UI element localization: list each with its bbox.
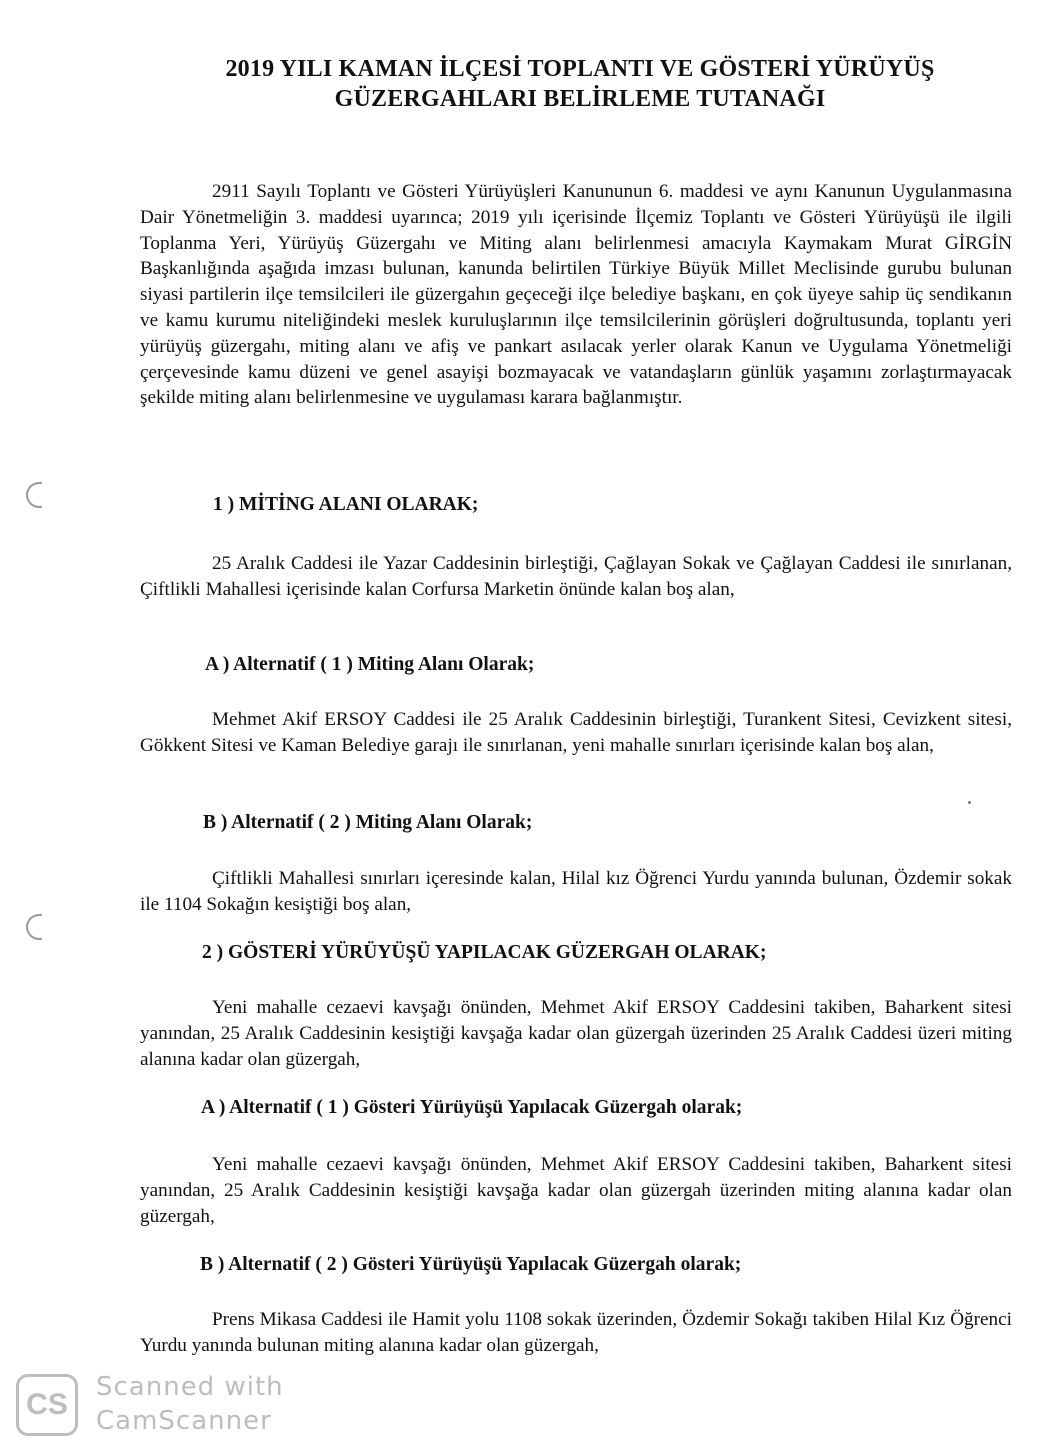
document-title — [150, 54, 1010, 114]
punch-hole-mark — [26, 914, 42, 940]
section-2b-text: Prens Mikasa Caddesi ile Hamit yolu 1108 sokak üzerinden, Özdemir Sokağı takiben Hilal Kız Öğrenci Yurdu yanında bulunan miting alanına kadar olan güzergah, — [140, 1309, 1012, 1356]
section-1-heading: 1 ) MİTİNG ALANI OLARAK; — [213, 494, 479, 515]
section-2-heading: 2 ) GÖSTERİ YÜRÜYÜŞÜ YAPILACAK GÜZERGAH OLARAK; — [202, 942, 767, 963]
section-1b-heading: B ) Alternatif ( 2 ) Miting Alanı Olarak; — [203, 812, 533, 833]
section-2a-heading: A ) Alternatif ( 1 ) Gösteri Yürüyüşü Yapılacak Güzergah olarak; — [201, 1097, 743, 1118]
watermark-text — [96, 1370, 284, 1438]
watermark-line-2: CamScanner — [96, 1406, 272, 1436]
scan-speck — [968, 801, 971, 804]
punch-hole-mark — [26, 482, 42, 508]
section-2a-text: Yeni mahalle cezaevi kavşağı önünden, Mehmet Akif ERSOY Caddesini takiben, Baharkent sitesi yanından, 25 Aralık Caddesinin kesiştiği kavşağa kadar olan güzergah üzerinden miting alanına kadar olan güzergah, — [140, 1154, 1012, 1227]
section-1-text: 25 Aralık Caddesi ile Yazar Caddesinin birleştiği, Çağlayan Sokak ve Çağlayan Caddesi ile sınırlanan, Çiftlikli Mahallesi içerisinde kalan Corfursa Marketin önünde kalan boş alan, — [140, 553, 1012, 600]
section-2b-heading: B ) Alternatif ( 2 ) Gösteri Yürüyüşü Yapılacak Güzergah olarak; — [200, 1254, 742, 1275]
section-1a-heading: A ) Alternatif ( 1 ) Miting Alanı Olarak; — [205, 654, 535, 675]
section-1a-text: Mehmet Akif ERSOY Caddesi ile 25 Aralık Caddesinin birleştiği, Turankent Sitesi, Cevizkent sitesi, Gökkent Sitesi ve Kaman Belediye garajı ile sınırlanan, yeni mahalle sınırları içerisinde kalan boş alan, — [140, 709, 1012, 756]
camscanner-watermark — [16, 1370, 286, 1440]
intro-paragraph: 2911 Sayılı Toplantı ve Gösteri Yürüyüşleri Kanununun 6. maddesi ve aynı Kanunun Uygulanmasına Dair Yönetmeliğin 3. maddesi uyarınca; 2019 yılı içerisinde İlçemiz Toplantı ve Gösteri Yürüyüşü ile ilgili Toplanma Yeri, Yürüyüş Güzergahı ve Miting alanı belirlenmesi amacıyla Kaymakam Murat GİRGİN Başkanlığında aşağıda imzası bulunan, kanunda belirtilen Türkiye Büyük Millet Meclisinde gurubu bulunan siyasi partilerin ilçe temsilcileri ile güzergahın geçeceği ilçe belediye başkanı, en çok üyeye sahip üç sendikanın ve kamu kurumu niteliğindeki meslek kuruluşlarının ilçe temsilcilerinin görüşleri doğrultusunda, toplantı yeri yürüyüş güzergahı, miting alanı ve afiş ve pankart asılacak yerler olarak Kanun ve Uygulama Yönetmeliği çerçevesinde kamu düzeni ve genel asayişi bozmayacak ve vatandaşların günlük yaşamını zorlaştırmayacak şekilde miting alanı belirlenmesine ve uygulaması karara bağlanmıştır. — [140, 181, 1012, 409]
section-1b-text: Çiftlikli Mahallesi sınırları içeresinde kalan, Hilal kız Öğrenci Yurdu yanında bulunan, Özdemir sokak ile 1104 Sokağın kesiştiği boş alan, — [140, 868, 1012, 915]
camscanner-logo-icon: CS — [16, 1374, 78, 1436]
title-line-1: 2019 YILI KAMAN İLÇESİ TOPLANTI VE GÖSTERİ YÜRÜYÜŞ — [225, 56, 935, 82]
watermark-line-1: Scanned with — [96, 1372, 284, 1402]
title-line-2: GÜZERGAHLARI BELİRLEME TUTANAĞI — [334, 86, 826, 112]
section-2-text: Yeni mahalle cezaevi kavşağı önünden, Mehmet Akif ERSOY Caddesini takiben, Baharkent sitesi yanından, 25 Aralık Caddesinin kesiştiği kavşağa kadar olan güzergah üzerinden 25 Aralık Caddesi üzeri miting alanına kadar olan güzergah, — [140, 997, 1012, 1070]
